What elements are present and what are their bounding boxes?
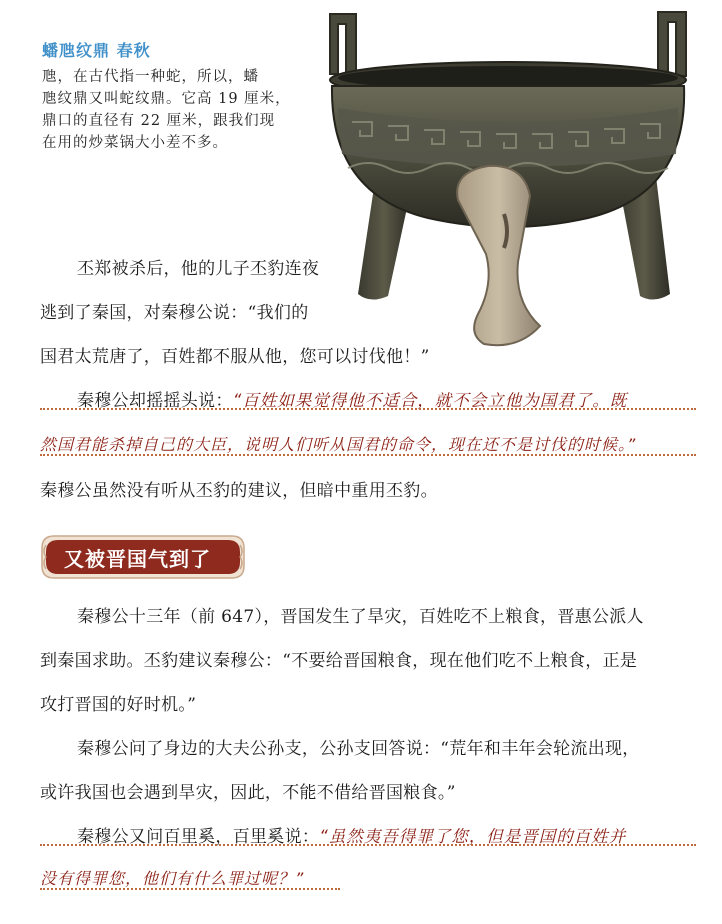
caption-line: 虺，在古代指一种蛇，所以，蟠 [42, 69, 259, 85]
quote-text: 然国君能杀掉自己的大臣，说明人们听从国君的命令，现在还不是讨伐的时候。” [40, 435, 637, 454]
section-title: 又被晋国气到了 [64, 547, 211, 571]
paragraph-line: 秦穆公虽然没有听从丕豹的建议，但暗中重用丕豹。 [40, 481, 438, 501]
paragraph-lead: 秦穆公又问百里奚，百里奚说： [77, 827, 320, 847]
paragraph-lead: 秦穆公却摇摇头说： [77, 391, 233, 411]
paragraph-line: 国君太荒唐了，百姓都不服从他，您可以讨伐他！” [40, 347, 430, 367]
quote-text: “百姓如果觉得他不适合，就不会立他为国君了。既 [232, 391, 628, 410]
quote-text: “虽然夷吾得罪了您，但是晋国的百姓并 [319, 827, 627, 846]
paragraph-line: 丕郑被杀后，他的儿子丕豹连夜 [77, 259, 320, 279]
quote-text: 没有得罪您，他们有什么罪过呢？” [40, 869, 305, 888]
dotted-underline [40, 888, 340, 890]
caption-text [42, 66, 304, 154]
caption-line: 鼎口的直径有 22 厘米，跟我们现 [42, 113, 276, 129]
paragraph-line: 或许我国也会遇到旱灾，因此，不能不借给晋国粮食。” [40, 783, 456, 803]
dotted-underline [40, 454, 696, 456]
caption-line: 在用的炒菜锅大小差不多。 [42, 135, 228, 151]
dotted-underline [40, 408, 696, 410]
caption-title: 蟠虺纹鼎 春秋 [42, 41, 151, 60]
paragraph-line: 逃到了秦国，对秦穆公说：“我们的 [40, 303, 309, 323]
paragraph-line: 到秦国求助。丕豹建议秦穆公：“不要给晋国粮食，现在他们吃不上粮食，正是 [40, 651, 638, 671]
paragraph-line: 秦穆公问了身边的大夫公孙支，公孙支回答说：“荒年和丰年会轮流出现， [77, 739, 640, 759]
caption-line: 虺纹鼎又叫蛇纹鼎。它高 19 厘米， [42, 91, 291, 107]
paragraph-line: 攻打晋国的好时机。” [40, 695, 197, 715]
paragraph-line: 秦穆公十三年（前 647），晋国发生了旱灾，百姓吃不上粮食，晋惠公派人 [77, 607, 644, 627]
dotted-underline [40, 844, 696, 846]
bronze-ding-vessel-image [318, 4, 700, 356]
